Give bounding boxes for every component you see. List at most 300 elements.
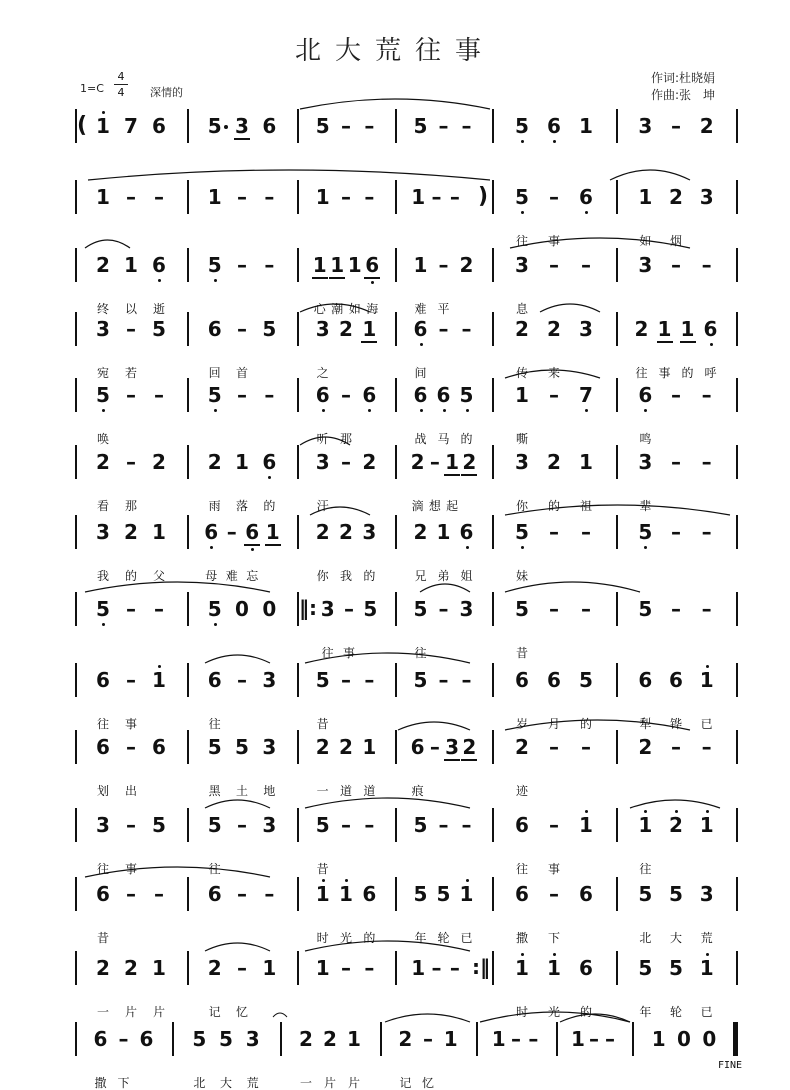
note: – <box>118 1027 129 1051</box>
lyric-syllable: 痕 <box>411 784 424 798</box>
note: 1 <box>96 114 110 138</box>
note: – <box>581 735 591 759</box>
bar-line <box>187 312 189 346</box>
note: 3 <box>96 317 110 341</box>
note: – <box>461 114 472 138</box>
note: 2 <box>339 735 353 759</box>
note: 5 <box>669 882 683 906</box>
note: 2 <box>323 1027 337 1051</box>
note: 3 <box>245 1027 260 1051</box>
note: 5 <box>638 956 653 980</box>
note: 5 <box>363 597 378 621</box>
bar-line <box>297 180 299 214</box>
low-octave-dot <box>214 623 217 626</box>
lyric-syllable: 我 <box>96 569 109 583</box>
note: – <box>549 813 559 837</box>
underline <box>461 759 477 761</box>
lyric-syllable: 听 <box>316 432 329 446</box>
lyric-syllable: 荒 <box>700 931 713 945</box>
lyric-syllable: 北 <box>639 931 652 945</box>
note: 3 <box>262 735 277 759</box>
note: 2 <box>547 450 561 474</box>
bar-line <box>280 1022 282 1056</box>
lyric-syllable: 烟 <box>669 234 682 248</box>
lyric-syllable: 的 <box>681 366 694 380</box>
note: – <box>126 882 136 906</box>
bar-line <box>395 808 397 842</box>
lyric-syllable: 那 <box>124 499 137 513</box>
note: – <box>341 668 351 692</box>
lyric-syllable: 北 <box>193 1076 206 1090</box>
note: 5 <box>192 1027 207 1051</box>
lyric-syllable: 呼 <box>704 366 717 380</box>
slur-arc <box>540 304 600 312</box>
note: 6 <box>638 383 653 407</box>
note: 1 <box>571 1027 585 1051</box>
lyric-syllable: 迹 <box>515 784 528 798</box>
lyric-syllable: 已 <box>700 717 713 731</box>
note: 5 <box>219 1027 233 1051</box>
note: 2 <box>413 520 428 544</box>
bar-line <box>492 312 494 346</box>
tempo-marking: 深情的 <box>150 86 183 99</box>
note: 2 <box>398 1027 413 1051</box>
bar-line <box>187 808 189 842</box>
note: 1 <box>330 253 345 277</box>
note: – <box>701 597 712 621</box>
note: 5 <box>638 597 653 621</box>
note: 5 <box>315 813 330 837</box>
note: 2 <box>339 520 353 544</box>
note: – <box>461 317 472 341</box>
note: – <box>429 450 440 474</box>
bar-line <box>736 515 738 549</box>
note: – <box>341 956 351 980</box>
note: 6 <box>579 185 593 209</box>
low-octave-dot <box>710 343 713 346</box>
lyric-syllable: 如 <box>639 234 652 248</box>
note: 6 <box>262 114 277 138</box>
note: 1 <box>312 253 327 277</box>
low-octave-dot <box>210 546 213 549</box>
lyric-syllable: 若 <box>124 366 137 380</box>
bar-line <box>187 378 189 412</box>
note: 5 <box>638 882 653 906</box>
note: 5 <box>579 668 593 692</box>
slur-arc <box>630 800 720 808</box>
lyric-syllable: 回 <box>208 366 221 380</box>
repeat-end: :‖ <box>472 955 490 979</box>
note: – <box>701 735 712 759</box>
bar-line <box>187 592 189 626</box>
lyric-syllable: 片 <box>124 1005 137 1019</box>
note: 0 <box>235 597 249 621</box>
lyric-syllable: 的 <box>263 499 276 513</box>
bar-line <box>492 951 494 985</box>
lyric-syllable: 年 <box>414 931 427 945</box>
lyric-syllable: 已 <box>700 1005 713 1019</box>
bar-line <box>492 730 494 764</box>
lyric-syllable: 大 <box>219 1076 232 1090</box>
lyric-syllable: 往 <box>635 366 648 380</box>
bar-line <box>297 312 299 346</box>
bar-line <box>736 180 738 214</box>
lyric-syllable: 祖 <box>579 499 592 513</box>
note: 3 <box>579 317 593 341</box>
note: 6 <box>515 882 529 906</box>
note: 3 <box>320 597 335 621</box>
note: – <box>237 813 247 837</box>
bar-line <box>75 312 77 346</box>
high-octave-dot <box>158 665 161 668</box>
note: – <box>461 813 472 837</box>
lyric-syllable: 息 <box>515 302 528 316</box>
note: 5 <box>413 813 428 837</box>
bar-line <box>75 951 77 985</box>
lyric-syllable: 往 <box>96 862 109 876</box>
note: – <box>671 383 681 407</box>
note: 1 <box>152 668 166 692</box>
note: – <box>511 1027 521 1051</box>
note: 5 <box>152 317 166 341</box>
low-octave-dot <box>644 409 647 412</box>
note: 1 <box>491 1027 506 1051</box>
note: 6 <box>152 735 166 759</box>
note: 6 <box>152 114 166 138</box>
note: 5 <box>515 597 529 621</box>
note: 6 <box>436 383 451 407</box>
note: – <box>671 114 681 138</box>
lyric-syllable: 大 <box>669 931 682 945</box>
lyric-syllable: 来 <box>547 366 560 380</box>
note: – <box>126 450 136 474</box>
lyric-syllable: 轮 <box>437 931 450 945</box>
note: 6 <box>703 317 718 341</box>
note: 5 <box>235 735 249 759</box>
lyric-syllable: 土 <box>235 784 248 798</box>
note: – <box>581 597 591 621</box>
note: 5 <box>413 114 428 138</box>
high-octave-dot <box>706 953 709 956</box>
note: – <box>549 597 559 621</box>
bar-line <box>187 663 189 697</box>
note: 2 <box>96 450 110 474</box>
lyric-syllable: 嘶 <box>515 432 528 446</box>
note: 5 <box>207 597 222 621</box>
note: 3 <box>515 450 529 474</box>
lyric-syllable: 一 <box>96 1005 109 1019</box>
note: 1 <box>411 185 426 209</box>
lyric-syllable: 事 <box>547 862 560 876</box>
note: 2 <box>96 253 110 277</box>
note: 1 <box>638 813 653 837</box>
repeat-paren-close: ) <box>478 184 489 209</box>
note: 5 <box>96 597 110 621</box>
note: 5 <box>96 383 110 407</box>
note: – <box>671 450 681 474</box>
note: 1 <box>347 253 362 277</box>
bar-line <box>616 730 618 764</box>
note: 3 <box>262 813 277 837</box>
underline <box>461 474 477 476</box>
bar-line <box>616 592 618 626</box>
underline <box>361 341 377 343</box>
bar-line <box>736 248 738 282</box>
note: 3 <box>638 114 653 138</box>
note: 5 <box>413 668 428 692</box>
repeat-paren-open: ( <box>77 113 88 138</box>
bar-line <box>297 378 299 412</box>
note: 3 <box>638 253 653 277</box>
note: 6 <box>515 813 529 837</box>
note: 6 <box>413 317 428 341</box>
lyric-syllable: 想 <box>428 499 441 513</box>
note: – <box>461 668 472 692</box>
lyric-syllable: 终 <box>96 302 109 316</box>
bar-line <box>172 1022 174 1056</box>
lyric-syllable: 月 <box>547 717 560 731</box>
slur-arc <box>420 584 470 592</box>
low-octave-dot <box>420 343 423 346</box>
underline <box>265 544 281 546</box>
lyric-syllable: 昔 <box>316 862 329 876</box>
bar-line <box>75 445 77 479</box>
lyric-syllable: 看 <box>96 499 109 513</box>
lyric-syllable: 忆 <box>421 1076 434 1090</box>
lyric-syllable: 铧 <box>669 717 682 731</box>
note: – <box>423 1027 433 1051</box>
lyric-syllable: 唤 <box>96 432 109 446</box>
time-denominator: 4 <box>117 86 125 99</box>
bar-line <box>395 180 397 214</box>
bar-line <box>395 445 397 479</box>
note: – <box>364 185 375 209</box>
low-octave-dot <box>466 546 469 549</box>
slur-arc <box>300 99 490 109</box>
note: – <box>264 882 275 906</box>
bar-line <box>75 808 77 842</box>
note: – <box>671 735 681 759</box>
note: 6 <box>579 956 593 980</box>
note: 6 <box>207 317 222 341</box>
note: 6 <box>362 383 377 407</box>
note: – <box>341 450 351 474</box>
note: – <box>549 383 559 407</box>
lyric-syllable: 划 <box>96 784 109 798</box>
bar-line <box>395 877 397 911</box>
final-bar-line <box>733 1022 737 1056</box>
low-octave-dot <box>251 548 254 551</box>
slur-arc <box>505 582 640 592</box>
lyric-syllable: 妹 <box>515 569 528 583</box>
bar-line <box>616 109 618 143</box>
low-octave-dot <box>368 409 371 412</box>
note: – <box>154 882 164 906</box>
note: – <box>438 597 449 621</box>
note: 3 <box>638 450 653 474</box>
low-octave-dot <box>466 409 469 412</box>
lyric-syllable: 间 <box>414 366 427 380</box>
note: 5 <box>207 253 222 277</box>
note: – <box>154 597 164 621</box>
song-title: 北大荒往事 <box>294 36 495 66</box>
repeat-start: ‖: <box>299 596 317 620</box>
note: 2 <box>299 1027 313 1051</box>
note: – <box>701 450 712 474</box>
note: 5 <box>315 668 330 692</box>
low-octave-dot <box>322 409 325 412</box>
bar-line <box>492 248 494 282</box>
bar-line <box>395 663 397 697</box>
note: – <box>701 520 712 544</box>
slur-arc <box>610 170 690 180</box>
note: 1 <box>262 956 277 980</box>
note: 1 <box>315 956 330 980</box>
bar-line <box>395 248 397 282</box>
note: – <box>431 956 442 980</box>
note: 1 <box>411 956 426 980</box>
underline <box>329 277 345 279</box>
note: 6 <box>547 114 561 138</box>
slur-arc <box>85 582 270 592</box>
note: 5 <box>669 956 683 980</box>
note: 5 <box>459 383 474 407</box>
note: – <box>581 253 591 277</box>
low-octave-dot <box>521 140 524 143</box>
bar-line <box>736 877 738 911</box>
note: – <box>237 882 247 906</box>
note: 3 <box>96 813 110 837</box>
bar-line <box>75 1022 77 1056</box>
note: 1 <box>347 1027 361 1051</box>
note: – <box>549 520 559 544</box>
low-octave-dot <box>214 409 217 412</box>
bar-line <box>616 248 618 282</box>
high-octave-dot <box>675 810 678 813</box>
lyric-syllable: 一 <box>316 784 329 798</box>
note: 1 <box>207 185 222 209</box>
note: – <box>581 520 591 544</box>
note: 6 <box>152 253 166 277</box>
note: 1 <box>315 882 330 906</box>
lyric-syllable: 光 <box>339 931 352 945</box>
lyric-syllable: 滴 <box>411 499 424 513</box>
lyric-syllable: 海 <box>366 302 379 316</box>
note: – <box>237 185 247 209</box>
lyric-syllable: 潮 <box>331 302 344 316</box>
note: 1 <box>362 317 377 341</box>
note: – <box>264 185 275 209</box>
bar-line <box>632 1022 634 1056</box>
underline <box>444 474 460 476</box>
bar-line <box>395 951 397 985</box>
bar-line <box>492 180 494 214</box>
note: 2 <box>410 450 425 474</box>
low-octave-dot <box>521 211 524 214</box>
lyric-syllable: 下 <box>547 931 560 945</box>
note: 2 <box>547 317 561 341</box>
bar-line <box>297 951 299 985</box>
low-octave-dot <box>585 211 588 214</box>
high-octave-dot <box>521 953 524 956</box>
underline <box>312 277 328 279</box>
note: 3 <box>315 450 330 474</box>
high-octave-dot <box>706 665 709 668</box>
low-octave-dot <box>585 409 588 412</box>
note: – <box>671 597 681 621</box>
lyric-syllable: 往 <box>515 234 528 248</box>
bar-line <box>297 445 299 479</box>
bar-line <box>492 378 494 412</box>
high-octave-dot <box>345 879 348 882</box>
note: – <box>341 813 351 837</box>
underline <box>244 544 260 546</box>
note: 6 <box>413 383 428 407</box>
lyric-syllable: 事 <box>124 862 137 876</box>
note: – <box>364 668 375 692</box>
composer: 作曲:张 坤 <box>650 88 715 102</box>
bar-line <box>187 515 189 549</box>
low-octave-dot <box>102 623 105 626</box>
note: – <box>126 668 136 692</box>
lyric-syllable: 往 <box>414 646 427 660</box>
bar-line <box>187 730 189 764</box>
note: 1 <box>339 882 353 906</box>
bar-line <box>556 1022 558 1056</box>
note: – <box>449 185 460 209</box>
low-octave-dot <box>268 476 271 479</box>
lyric-syllable: 起 <box>446 499 459 513</box>
note: 1 <box>680 317 695 341</box>
bar-line <box>736 445 738 479</box>
bar-line <box>476 1022 478 1056</box>
bar-line <box>492 109 494 143</box>
lyric-syllable: 战 <box>414 432 427 446</box>
slur-arc <box>505 505 730 515</box>
note: 6 <box>547 668 561 692</box>
note: 6 <box>207 882 222 906</box>
note: 1 <box>124 253 138 277</box>
bar-line <box>736 730 738 764</box>
note: 5 <box>638 520 653 544</box>
lyric-syllable: 黑 <box>208 784 221 798</box>
low-octave-dot <box>371 281 374 284</box>
note: – <box>126 597 136 621</box>
note: 6 <box>207 668 222 692</box>
lyric-syllable: 昔 <box>96 931 109 945</box>
note: – <box>549 882 559 906</box>
note: – <box>341 114 351 138</box>
note: 6 <box>579 882 593 906</box>
bar-line <box>297 730 299 764</box>
note: – <box>528 1027 539 1051</box>
note: 1 <box>699 668 714 692</box>
lyric-syllable: 如 <box>348 302 361 316</box>
lyric-syllable: 难 <box>414 302 427 316</box>
bar-line <box>492 515 494 549</box>
note: – <box>264 253 275 277</box>
note: 0 <box>702 1027 717 1051</box>
note: 2 <box>462 735 477 759</box>
note: 5 <box>207 383 222 407</box>
note: – <box>341 185 351 209</box>
low-octave-dot <box>214 279 217 282</box>
note: – <box>701 383 712 407</box>
bar-line <box>395 378 397 412</box>
bar-line <box>616 378 618 412</box>
note: – <box>341 383 351 407</box>
note: 3 <box>699 882 714 906</box>
